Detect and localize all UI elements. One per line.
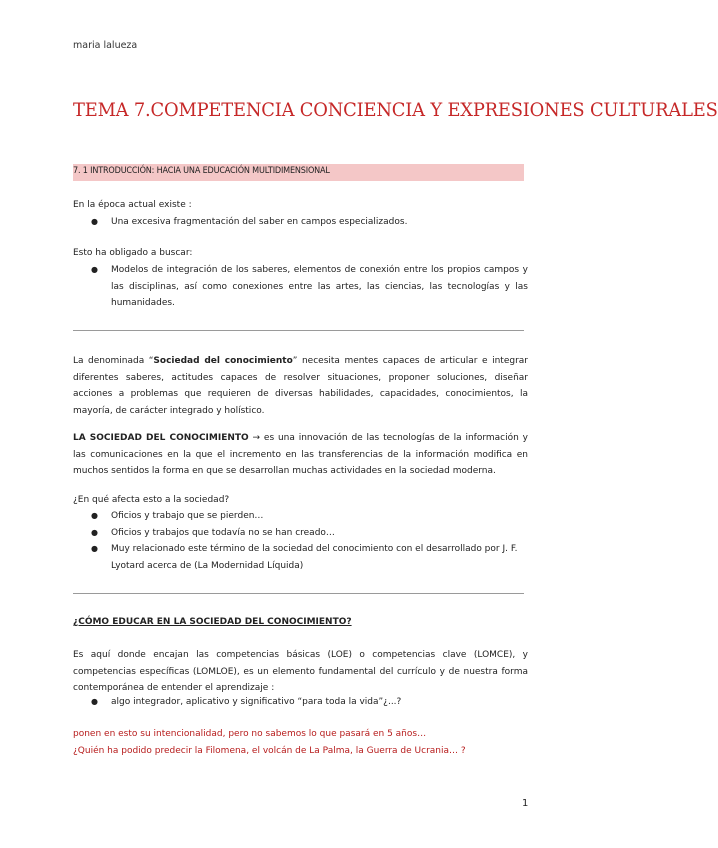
- divider: [73, 330, 524, 331]
- intro-lead-2: Esto ha obligado a buscar:: [73, 248, 193, 258]
- intro-bullets-1: [73, 214, 528, 231]
- list-item: ● Una excesiva fragmentación del saber en campos especializados.: [73, 214, 528, 231]
- society-paragraph: La denominada “Sociedad del conocimiento” necesita mentes capaces de articular e integrar diferentes saberes, actitudes capaces de resolver situaciones, proponer soluciones, diseñar acciones a problemas que requieren de diversas habilidades, capacidades, conocimientos, la mayoría, de carácter integrado y holístico.: [73, 356, 528, 416]
- intro-lead-1: En la época actual existe :: [73, 200, 192, 210]
- list-item: ● Muy relacionado este término de la sociedad del conocimiento con el desarrollado por J. F. Lyotard acerca de (La Modernidad Líquida): [73, 541, 528, 574]
- educate-heading: ¿CÓMO EDUCAR EN LA SOCIEDAD DEL CONOCIMIENTO?: [73, 617, 352, 627]
- divider: [73, 593, 524, 594]
- educate-line-1: ponen en esto su intencionalidad, pero no sabemos lo que pasará en 5 años…: [73, 729, 427, 739]
- section-heading: 7. 1 INTRODUCCIÓN: HACIA UNA EDUCACIÓN MULTIDIMENSIONAL: [73, 166, 330, 176]
- bullet-icon: ●: [91, 544, 98, 553]
- bullet-icon: ●: [91, 697, 98, 706]
- educate-bullets: [73, 694, 528, 711]
- arrow-icon: →: [252, 433, 261, 443]
- page-title: TEMA 7.COMPETENCIA CONCIENCIA Y EXPRESIONES CULTURALES: [73, 99, 718, 121]
- list-item: ● Modelos de integración de los saberes, elementos de conexión entre los propios campos y las disciplinas, así como conexiones entre las artes, las ciencias, las tecnologías y las humanidades.: [73, 262, 528, 312]
- section-heading-bar: [73, 164, 524, 181]
- society-definition: LA SOCIEDAD DEL CONOCIMIENTO → es una innovación de las tecnologías de la información y las comunicaciones en la que el incremento en las transferencias de la información modifica en muchos sentidos la forma en que se desarrollan muchas actividades en la sociedad moderna.: [73, 433, 528, 476]
- society-bullets: [73, 508, 528, 574]
- bullet-icon: ●: [91, 217, 98, 226]
- bullet-icon: ●: [91, 265, 98, 274]
- educate-paragraph: Es aquí donde encajan las competencias básicas (LOE) o competencias clave (LOMCE), y competencias específicas (LOMLOE), es un elemento fundamental del currículo y de nuestra forma contemporánea de entender el aprendizaje :: [73, 650, 528, 693]
- educate-line-2: ¿Quién ha podido predecir la Filomena, el volcán de La Palma, la Guerra de Ucrania… ?: [73, 746, 466, 756]
- list-item: ● Oficios y trabajos que todavía no se han creado…: [73, 525, 528, 542]
- bullet-icon: ●: [91, 527, 98, 537]
- society-question: ¿En qué afecta esto a la sociedad?: [73, 495, 230, 505]
- list-item: ● algo integrador, aplicativo y significativo “para toda la vida”¿...?: [73, 694, 528, 711]
- list-item: ● Oficios y trabajo que se pierden…: [73, 508, 528, 525]
- intro-bullets-2: [73, 262, 528, 312]
- page-number: 1: [522, 798, 529, 809]
- author-name: maria lalueza: [73, 40, 138, 51]
- bullet-icon: ●: [91, 511, 98, 520]
